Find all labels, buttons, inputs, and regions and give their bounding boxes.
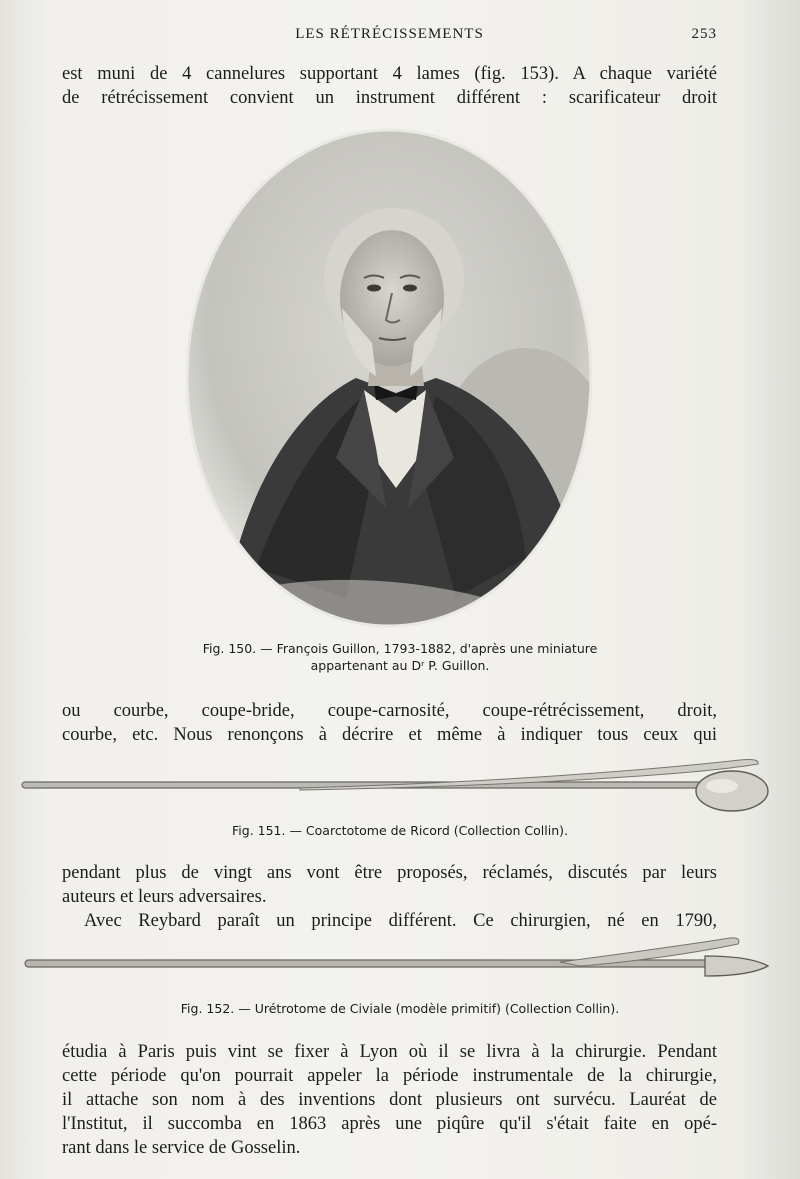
text-line: l'Institut, il succomba en 1863 après une piqûre qu'il s'était faite en opé- xyxy=(62,1114,717,1134)
figure-151-caption xyxy=(0,822,800,839)
text-line: ou courbe, coupe-bride, coupe-carnosité, coupe-rétrécissement, droit, xyxy=(62,701,717,721)
text-line: il attache son nom à des inventions dont plusieurs ont survécu. Lauréat de xyxy=(62,1090,717,1110)
coarctotome-instrument-icon xyxy=(0,752,800,822)
figure-152-caption xyxy=(0,1000,800,1017)
text-line: Avec Reybard paraît un principe différent. Ce chirurgien, né en 1790, xyxy=(84,911,717,931)
portrait-engraving xyxy=(186,128,592,628)
text-line: courbe, etc. Nous renonçons à décrire et même à indiquer tous ceux qui xyxy=(62,725,717,745)
paragraph-3 xyxy=(62,861,717,933)
caption-line: Fig. 152. — Urétrotome de Civiale (modèle primitif) (Collection Collin). xyxy=(180,1001,620,1016)
figure-150-caption xyxy=(0,640,800,674)
caption-line: Fig. 151. — Coarctotome de Ricord (Collection Collin). xyxy=(232,823,568,838)
paragraph-4 xyxy=(62,1040,717,1160)
text-line: rant dans le service de Gosselin. xyxy=(62,1138,301,1158)
running-title: LES RÉTRÉCISSEMENTS xyxy=(295,26,484,42)
page-header xyxy=(62,26,717,48)
text-line: cette période qu'on pourrait appeler la période instrumentale de la chirurgie, xyxy=(62,1066,717,1086)
caption-line: appartenant au Dʳ P. Guillon. xyxy=(310,658,490,673)
page-number: 253 xyxy=(691,26,717,42)
urethrotome-instrument-icon xyxy=(0,932,800,992)
text-line: pendant plus de vingt ans vont être proposés, réclamés, discutés par leurs xyxy=(62,863,717,883)
text-line: auteurs et leurs adversaires. xyxy=(62,887,267,907)
paragraph-1 xyxy=(62,62,717,110)
text-line: est muni de 4 cannelures supportant 4 lames (fig. 153). A chaque variété xyxy=(62,64,717,84)
caption-line: Fig. 150. — François Guillon, 1793-1882, d'après une miniature xyxy=(202,641,598,656)
text-line: étudia à Paris puis vint se fixer à Lyon où il se livra à la chirurgie. Pendant xyxy=(62,1042,717,1062)
paragraph-2 xyxy=(62,699,717,747)
text-line: de rétrécissement convient un instrument différent : scarificateur droit xyxy=(62,88,717,108)
